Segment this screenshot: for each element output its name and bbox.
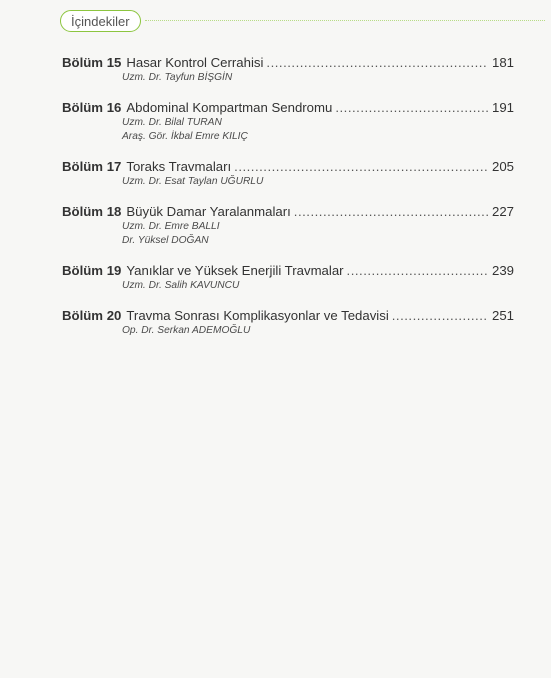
- chapter-number: Bölüm 15: [62, 55, 122, 70]
- chapter-number: Bölüm 19: [62, 263, 122, 278]
- table-of-contents: [62, 54, 514, 352]
- dot-leader: [234, 158, 488, 175]
- chapter-number: Bölüm 17: [62, 159, 122, 174]
- dot-leader: [294, 203, 488, 220]
- page-number: 191: [491, 100, 514, 115]
- chapter-number: Bölüm 18: [62, 204, 122, 219]
- toc-entry: [62, 158, 514, 189]
- toc-entry: [62, 262, 514, 293]
- toc-entry-row: [62, 158, 514, 175]
- toc-entry: [62, 99, 514, 144]
- chapter-title: Yanıklar ve Yüksek Enerjili Travmalar: [126, 263, 344, 278]
- section-title: İçindekiler: [60, 10, 141, 32]
- chapter-title: Büyük Damar Yaralanmaları: [126, 204, 291, 219]
- author-name: Araş. Gör. İkbal Emre KILIÇ: [122, 131, 248, 142]
- toc-header: [0, 8, 551, 36]
- toc-entry: [62, 54, 514, 85]
- author-name: Dr. Yüksel DOĞAN: [122, 235, 209, 246]
- toc-entry: [62, 307, 514, 338]
- dot-leader: [335, 99, 488, 116]
- chapter-authors: [62, 324, 514, 338]
- author-name: Uzm. Dr. Salih KAVUNCU: [122, 280, 240, 291]
- chapter-title: Abdominal Kompartman Sendromu: [126, 100, 333, 115]
- toc-entry-row: [62, 307, 514, 324]
- chapter-title: Hasar Kontrol Cerrahisi: [126, 55, 264, 70]
- page-number: 205: [491, 159, 514, 174]
- chapter-authors: [62, 175, 514, 189]
- page-number: 251: [491, 308, 514, 323]
- dot-leader: [347, 262, 488, 279]
- chapter-authors: [62, 279, 514, 293]
- chapter-authors: [62, 116, 514, 144]
- toc-entry-row: [62, 203, 514, 220]
- chapter-title: Toraks Travmaları: [126, 159, 232, 174]
- chapter-authors: [62, 71, 514, 85]
- page-number: 227: [491, 204, 514, 219]
- author-name: Op. Dr. Serkan ADEMOĞLU: [122, 325, 251, 336]
- toc-entry-row: [62, 54, 514, 71]
- author-name: Uzm. Dr. Emre BALLI: [122, 221, 220, 232]
- toc-entry: [62, 203, 514, 248]
- header-divider: [145, 20, 545, 21]
- toc-entry-row: [62, 99, 514, 116]
- chapter-title: Travma Sonrası Komplikasyonlar ve Tedavisi: [126, 308, 389, 323]
- chapter-number: Bölüm 16: [62, 100, 122, 115]
- author-name: Uzm. Dr. Esat Taylan UĞURLU: [122, 176, 264, 187]
- chapter-number: Bölüm 20: [62, 308, 122, 323]
- chapter-authors: [62, 220, 514, 248]
- dot-leader: [392, 307, 488, 324]
- author-name: Uzm. Dr. Bilal TURAN: [122, 117, 222, 128]
- toc-entry-row: [62, 262, 514, 279]
- page-number: 181: [491, 55, 514, 70]
- author-name: Uzm. Dr. Tayfun BİŞGİN: [122, 72, 233, 83]
- dot-leader: [266, 54, 488, 71]
- page-number: 239: [491, 263, 514, 278]
